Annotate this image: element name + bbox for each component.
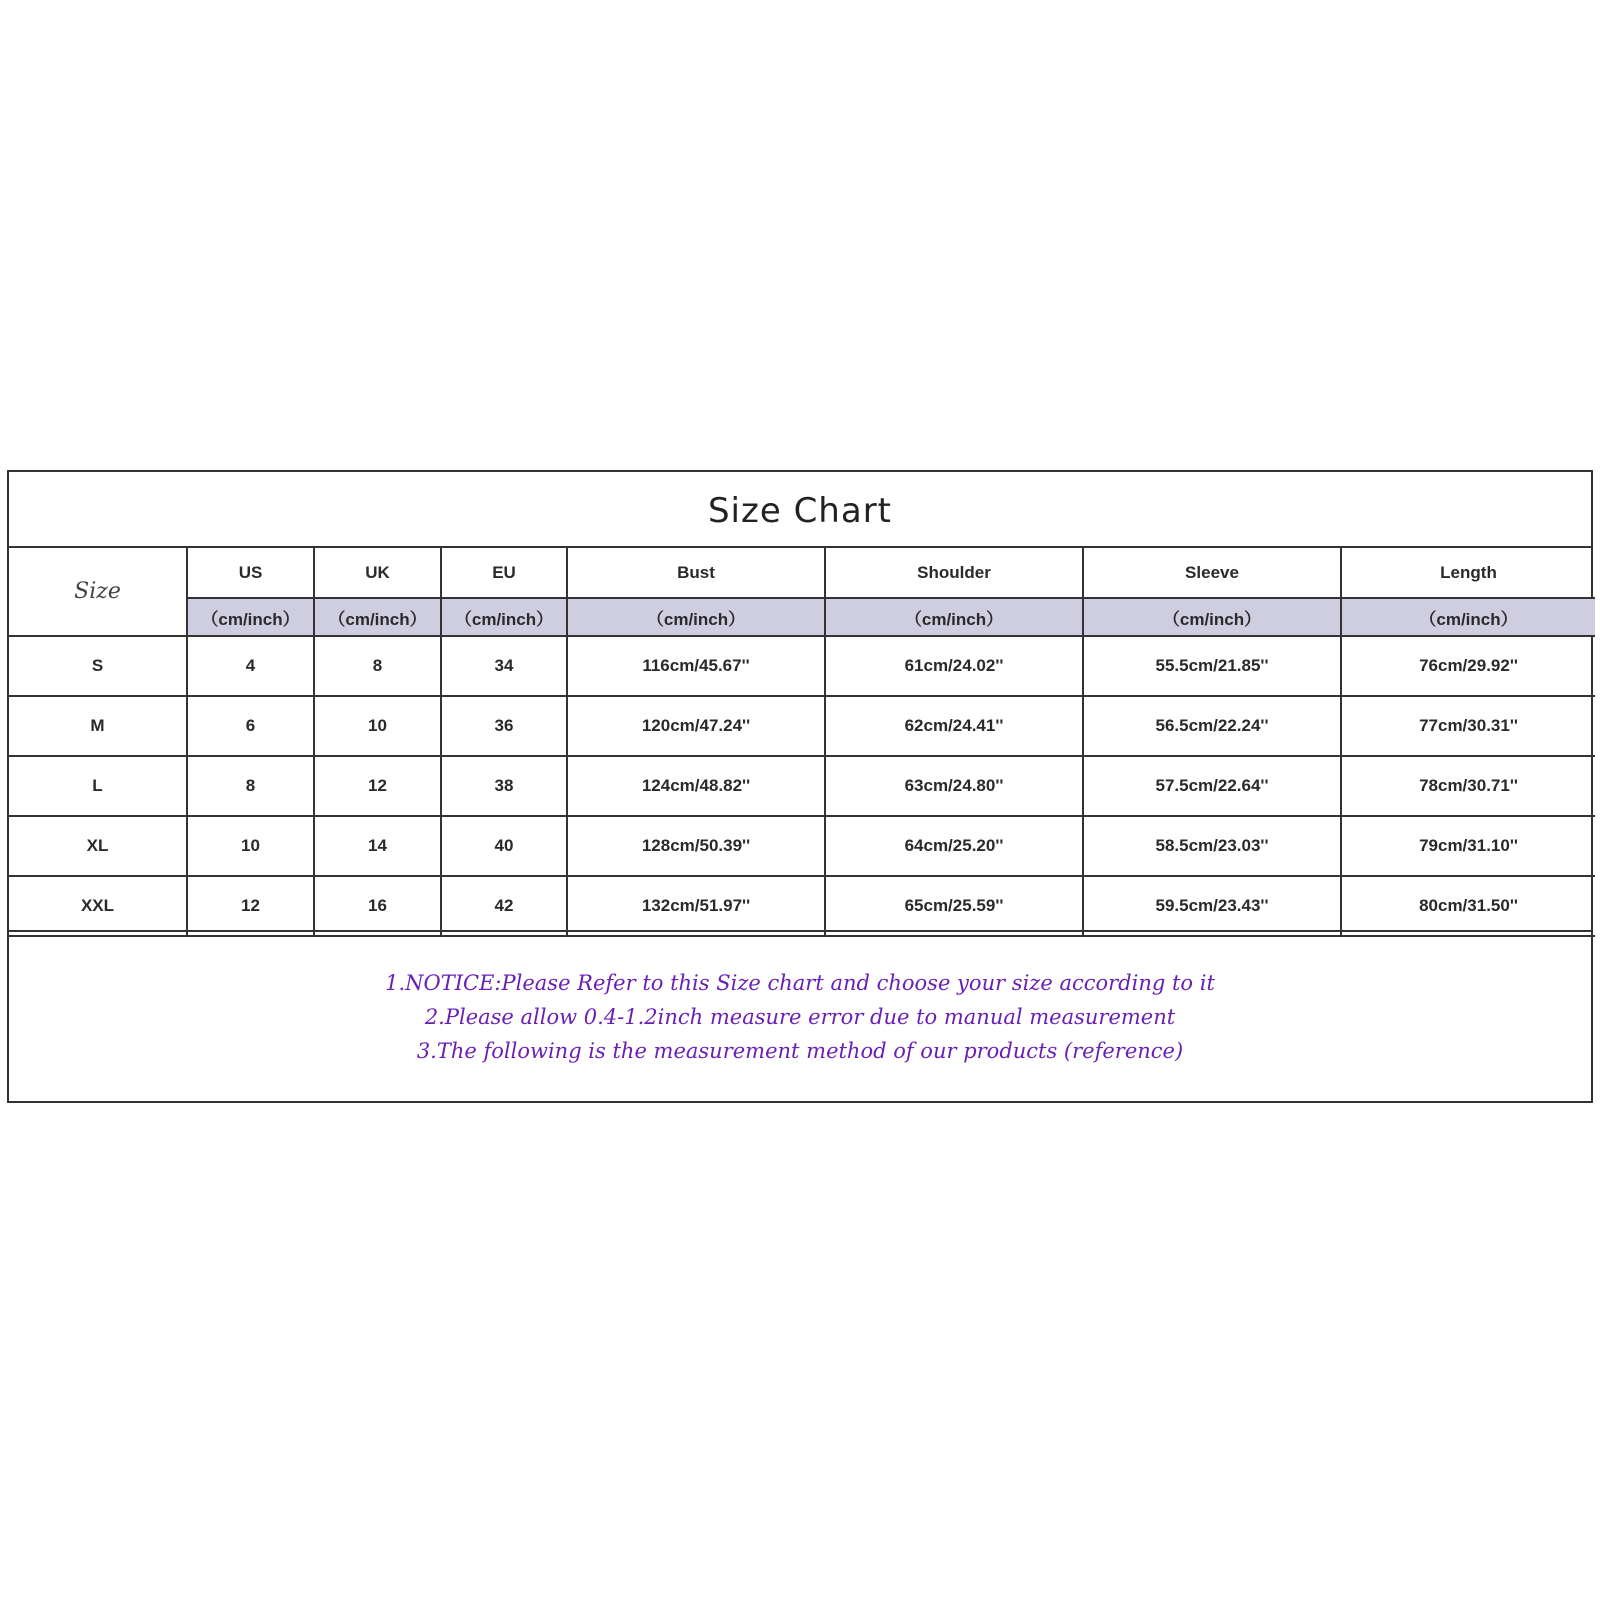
- cell-length: 79cm/31.10'': [1341, 816, 1595, 876]
- size-chart: [7, 470, 1593, 1103]
- cell-shoulder: 61cm/24.02'': [825, 636, 1083, 696]
- table-row: [9, 636, 1595, 696]
- cell-us: 10: [187, 816, 314, 876]
- table-row: [9, 816, 1595, 876]
- unit-bust: （cm/inch）: [567, 598, 825, 636]
- header-eu: EU: [441, 548, 567, 598]
- cell-us: 8: [187, 756, 314, 816]
- table-row: [9, 876, 1595, 936]
- cell-length: 77cm/30.31'': [1341, 696, 1595, 756]
- cell-size: XXL: [9, 876, 187, 936]
- cell-size: XL: [9, 816, 187, 876]
- header-length: Length: [1341, 548, 1595, 598]
- cell-bust: 132cm/51.97'': [567, 876, 825, 936]
- unit-row: [9, 598, 1595, 636]
- cell-size: L: [9, 756, 187, 816]
- cell-length: 76cm/29.92'': [1341, 636, 1595, 696]
- cell-shoulder: 62cm/24.41'': [825, 696, 1083, 756]
- cell-eu: 40: [441, 816, 567, 876]
- cell-sleeve: 55.5cm/21.85'': [1083, 636, 1341, 696]
- cell-uk: 8: [314, 636, 441, 696]
- cell-uk: 12: [314, 756, 441, 816]
- cell-bust: 128cm/50.39'': [567, 816, 825, 876]
- cell-sleeve: 56.5cm/22.24'': [1083, 696, 1341, 756]
- header-bust: Bust: [567, 548, 825, 598]
- unit-eu: （cm/inch）: [441, 598, 567, 636]
- cell-eu: 38: [441, 756, 567, 816]
- cell-sleeve: 57.5cm/22.64'': [1083, 756, 1341, 816]
- table-row: [9, 696, 1595, 756]
- cell-eu: 42: [441, 876, 567, 936]
- note-line: 2.Please allow 0.4-1.2inch measure error due to manual measurement: [424, 1004, 1176, 1029]
- header-us: US: [187, 548, 314, 598]
- cell-uk: 14: [314, 816, 441, 876]
- note-line: 3.The following is the measurement method of our products (reference): [416, 1038, 1184, 1063]
- size-table: [9, 548, 1595, 937]
- cell-us: 6: [187, 696, 314, 756]
- cell-eu: 36: [441, 696, 567, 756]
- cell-us: 12: [187, 876, 314, 936]
- header-uk: UK: [314, 548, 441, 598]
- chart-title: Size Chart: [9, 472, 1591, 548]
- cell-bust: 116cm/45.67'': [567, 636, 825, 696]
- cell-us: 4: [187, 636, 314, 696]
- unit-sleeve: （cm/inch）: [1083, 598, 1341, 636]
- cell-length: 78cm/30.71'': [1341, 756, 1595, 816]
- cell-size: S: [9, 636, 187, 696]
- unit-uk: （cm/inch）: [314, 598, 441, 636]
- cell-eu: 34: [441, 636, 567, 696]
- cell-shoulder: 64cm/25.20'': [825, 816, 1083, 876]
- unit-shoulder: （cm/inch）: [825, 598, 1083, 636]
- header-shoulder: Shoulder: [825, 548, 1083, 598]
- cell-bust: 124cm/48.82'': [567, 756, 825, 816]
- notes-section: [9, 930, 1591, 1101]
- cell-shoulder: 65cm/25.59'': [825, 876, 1083, 936]
- cell-bust: 120cm/47.24'': [567, 696, 825, 756]
- cell-uk: 16: [314, 876, 441, 936]
- cell-length: 80cm/31.50'': [1341, 876, 1595, 936]
- header-size: Size: [9, 548, 187, 636]
- table-row: [9, 756, 1595, 816]
- unit-length: （cm/inch）: [1341, 598, 1595, 636]
- cell-uk: 10: [314, 696, 441, 756]
- unit-us: （cm/inch）: [187, 598, 314, 636]
- header-sleeve: Sleeve: [1083, 548, 1341, 598]
- cell-size: M: [9, 696, 187, 756]
- cell-sleeve: 58.5cm/23.03'': [1083, 816, 1341, 876]
- cell-sleeve: 59.5cm/23.43'': [1083, 876, 1341, 936]
- note-line: 1.NOTICE:Please Refer to this Size chart and choose your size according to it: [385, 970, 1215, 995]
- header-row: [9, 548, 1595, 598]
- cell-shoulder: 63cm/24.80'': [825, 756, 1083, 816]
